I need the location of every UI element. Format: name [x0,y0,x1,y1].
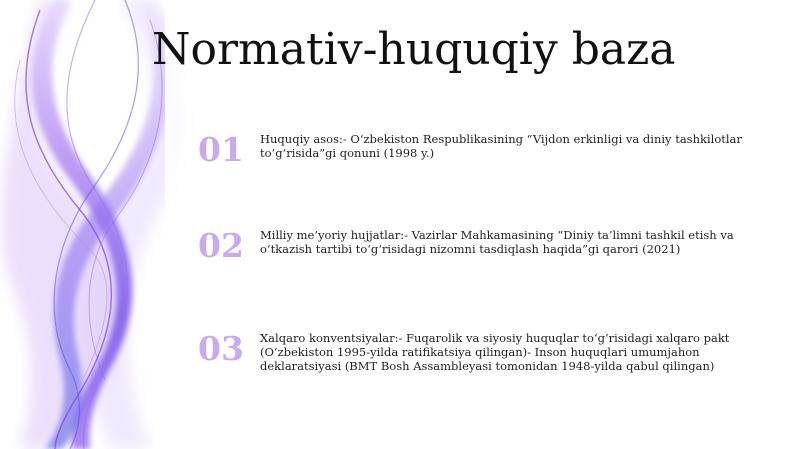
item-number: 01 [198,130,244,169]
item-text: Xalqaro konventsiyalar:- Fuqarolik va siyosiy huquqlar to‘g‘risidagi xalqaro pakt (O‘zbekiston 1995-yilda ratifikatsiya qilingan)- Inson huquqlari umumjahon deklaratsiyasi (BMT Bosh Assambleyasi tomonidan 1948-yilda qabul qilingan) [260,331,730,373]
item-number: 03 [198,329,244,368]
item-text: Huquqiy asos:- O‘zbekiston Respublikasining “Vijdon erkinligi va diniy tashkilotlar to‘g‘risida”gi qonuni (1998 y.) [260,132,742,160]
item-text: Milliy me’yoriy hujjatlar:- Vazirlar Mahkamasining “Diniy ta’limni tashkil etish va o‘tkazish tartibi to‘g‘risidagi nizomni tasdiqlash haqida”gi qarori (2021) [260,228,734,256]
item-number: 02 [198,226,244,265]
slide-title: Normativ-huquqiy baza [152,24,676,75]
